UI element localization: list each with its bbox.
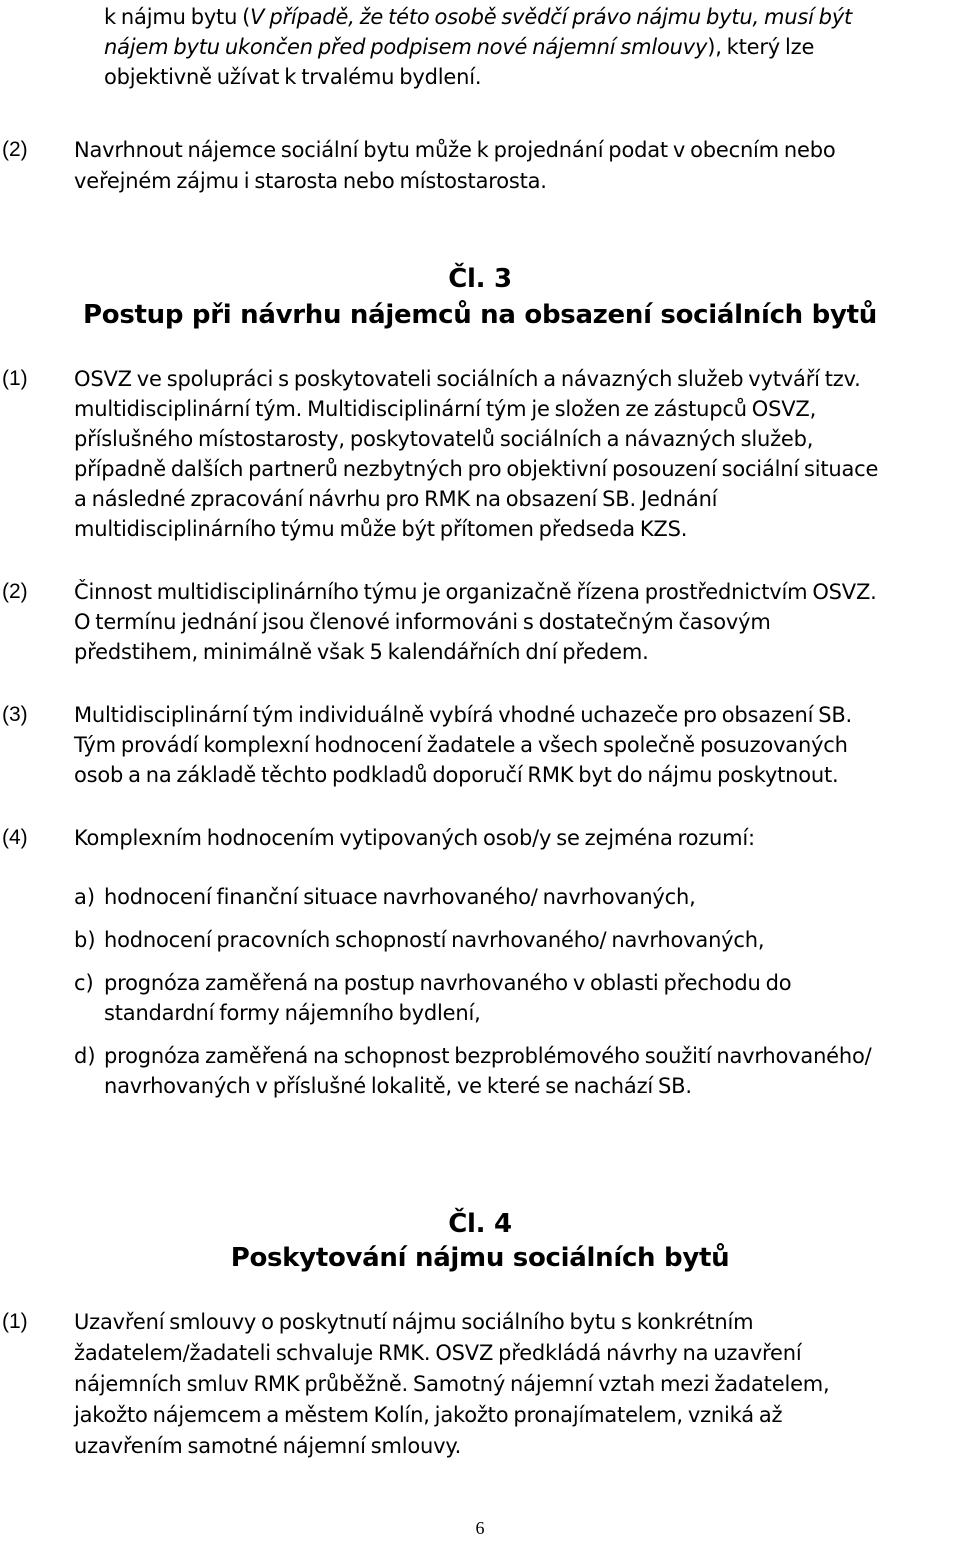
intro-line-1-italic: V případě, že této osobě svědčí právo nájmu bytu, musí být bbox=[250, 5, 853, 29]
intro-line-1 bbox=[104, 2, 954, 32]
paragraph-line: nájemních smluv RMK průběžně. Samotný nájemní vztah mezi žadatelem, bbox=[74, 1372, 830, 1396]
paragraph-line: jakožto nájemcem a městem Kolín, jakožto pronajímatelem, vzniká až bbox=[74, 1403, 783, 1427]
paragraph-line: multidisciplinárního týmu může být přítomen předseda KZS. bbox=[74, 517, 688, 541]
article-number: Čl. 4 bbox=[448, 1209, 512, 1239]
paragraph-line: veřejném zájmu i starosta nebo místostarosta. bbox=[74, 169, 547, 193]
paragraph-number: (3) bbox=[2, 703, 28, 726]
paragraph-line: Činnost multidisciplinárního týmu je organizačně řízena prostřednictvím OSVZ. bbox=[74, 580, 877, 604]
list-item-text: hodnocení finanční situace navrhovaného/ navrhovaných, bbox=[104, 885, 696, 909]
intro-line-3: objektivně užívat k trvalému bydlení. bbox=[104, 65, 482, 89]
paragraph-line: Uzavření smlouvy o poskytnutí nájmu sociálního bytu s konkrétním bbox=[74, 1310, 754, 1334]
list-item-text: prognóza zaměřená na schopnost bezproblémového soužití navrhovaného/ bbox=[104, 1044, 872, 1068]
paragraph-line: žadatelem/žadateli schvaluje RMK. OSVZ předkládá návrhy na uzavření bbox=[74, 1341, 802, 1365]
list-item-letter: b) bbox=[74, 928, 96, 952]
article-number: Čl. 3 bbox=[448, 264, 512, 294]
list-item-text: prognóza zaměřená na postup navrhovaného v oblasti přechodu do bbox=[104, 971, 792, 995]
list-item-letter: d) bbox=[74, 1044, 96, 1068]
intro-line-2-text: ), který lze bbox=[707, 35, 815, 59]
intro-line-1-text: k nájmu bytu ( bbox=[104, 5, 251, 29]
paragraph-number: (2) bbox=[2, 580, 28, 603]
paragraph-line: případně dalších partnerů nezbytných pro objektivní posouzení sociální situace bbox=[74, 457, 879, 481]
paragraph-line: OSVZ ve spolupráci s poskytovateli sociálních a návazných služeb vytváří tzv. bbox=[74, 367, 861, 391]
page-number: 6 bbox=[475, 1518, 485, 1538]
paragraph-line: multidisciplinární tým. Multidisciplinární tým je složen ze zástupců OSVZ, bbox=[74, 397, 817, 421]
paragraph-number: (1) bbox=[2, 367, 28, 390]
list-item-letter: c) bbox=[74, 971, 94, 995]
paragraph-line: Komplexním hodnocením vytipovaných osob/y se zejména rozumí: bbox=[74, 826, 755, 850]
list-item-letter: a) bbox=[74, 885, 96, 909]
paragraph-number: (2) bbox=[2, 138, 28, 161]
paragraph-line: O termínu jednání jsou členové informováni s dostatečným časovým bbox=[74, 610, 771, 634]
list-item-text: standardní formy nájemního bydlení, bbox=[104, 1001, 481, 1025]
paragraph-line: osob a na základě těchto podkladů doporučí RMK byt do nájmu poskytnout. bbox=[74, 763, 839, 787]
paragraph-line: Multidisciplinární tým individuálně vybírá vhodné uchazeče pro obsazení SB. bbox=[74, 703, 853, 727]
paragraph-line: předstihem, minimálně však 5 kalendářních dní předem. bbox=[74, 640, 649, 664]
paragraph-number: (1) bbox=[2, 1310, 28, 1333]
paragraph-line: uzavřením samotné nájemní smlouvy. bbox=[74, 1434, 462, 1458]
intro-line-2 bbox=[104, 32, 814, 62]
paragraph-line: Tým provádí komplexní hodnocení žadatele a všech společně posuzovaných bbox=[74, 733, 848, 757]
article-title: Postup při návrhu nájemců na obsazení sociálních bytů bbox=[83, 300, 877, 330]
paragraph-number: (4) bbox=[2, 826, 28, 849]
article-title: Poskytování nájmu sociálních bytů bbox=[230, 1243, 730, 1273]
list-item-text: navrhovaných v příslušné lokalitě, ve které se nachází SB. bbox=[104, 1074, 692, 1098]
paragraph-line: a následné zpracování návrhu pro RMK na obsazení SB. Jednání bbox=[74, 487, 718, 511]
paragraph-line: Navrhnout nájemce sociální bytu může k projednání podat v obecním nebo bbox=[74, 138, 836, 162]
paragraph-line: příslušného místostarosty, poskytovatelů sociálních a návazných služeb, bbox=[74, 427, 814, 451]
intro-line-2-italic: nájem bytu ukončen před podpisem nové nájemní smlouvy bbox=[104, 35, 708, 59]
list-item-text: hodnocení pracovních schopností navrhovaného/ navrhovaných, bbox=[104, 928, 765, 952]
